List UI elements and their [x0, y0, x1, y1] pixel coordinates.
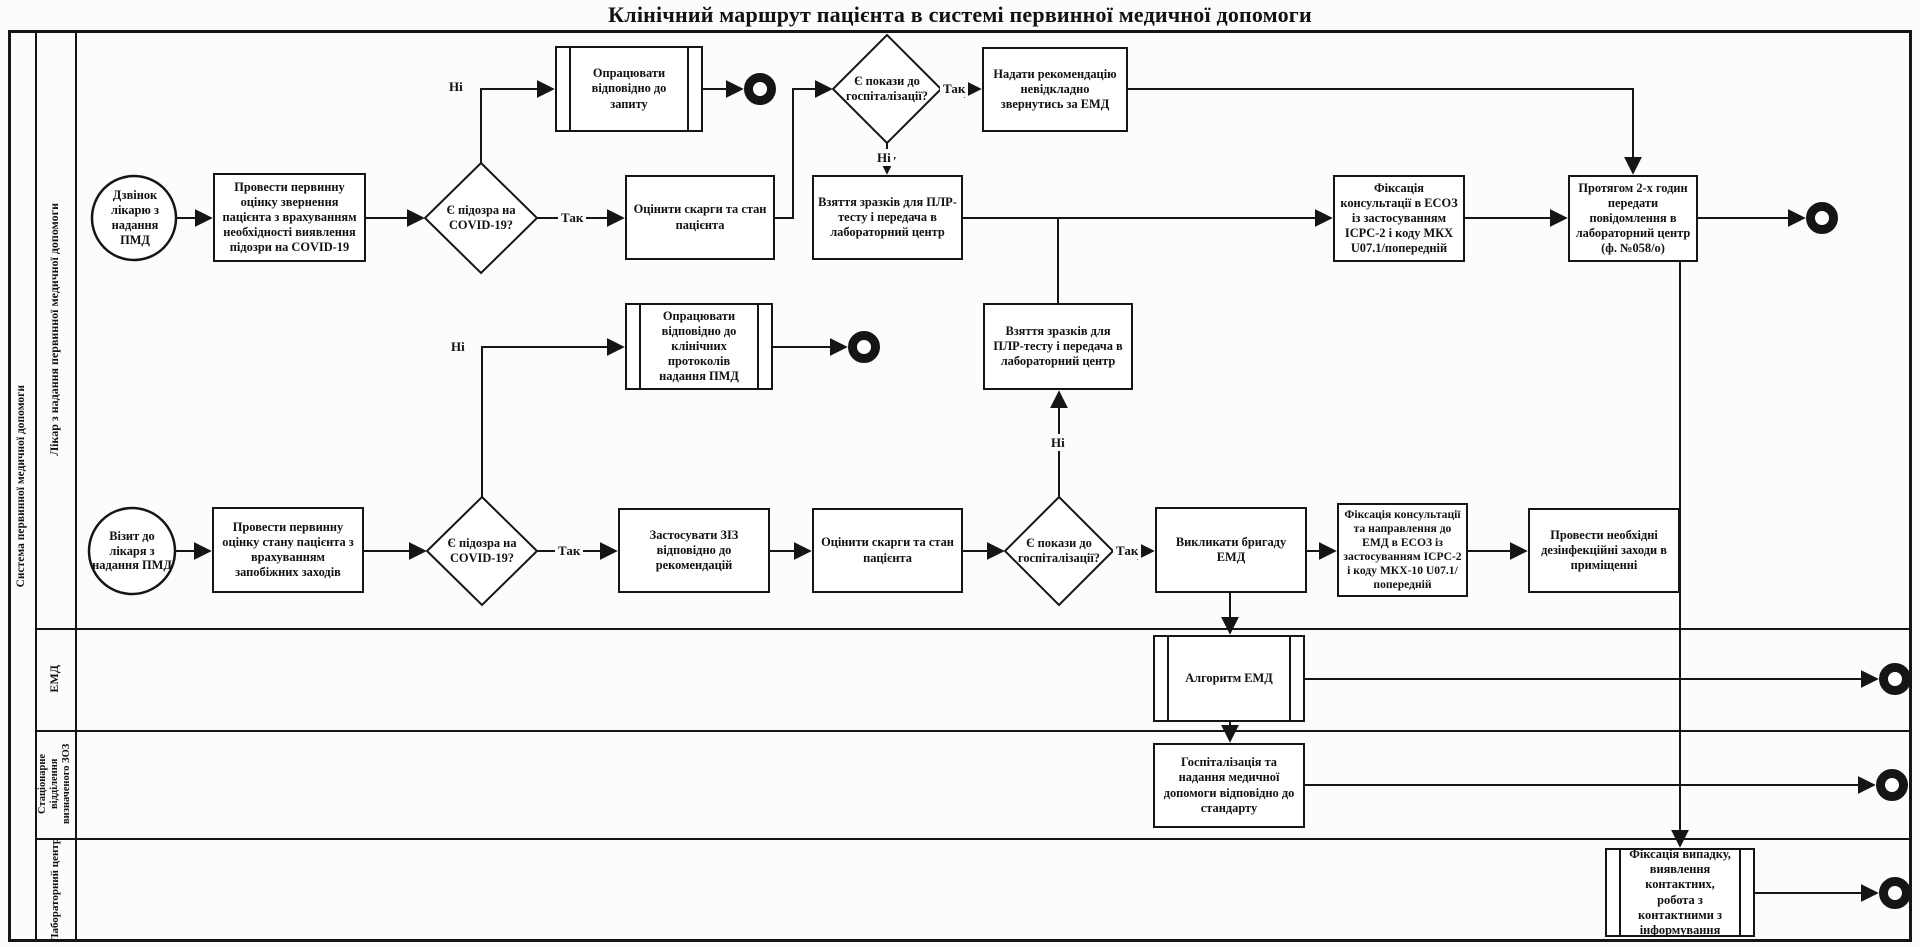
start-event-call-label: Дзвінок лікарю з надання ПМД: [111, 188, 159, 247]
subprocess-bar: [1739, 850, 1741, 935]
subprocess-bar: [1619, 850, 1621, 935]
task-recommend-emd: Надати рекомендацію невідкладно звернутись за ЕМД: [982, 47, 1128, 132]
edge-label-no: Ні: [1048, 434, 1068, 451]
edge-label-yes: Так: [1113, 542, 1141, 559]
pool-label: Система первинної медичної допомоги: [14, 384, 27, 588]
task-pcr-sampling-top: Взяття зразків для ПЛР-тесту і передача в лабораторний центр: [812, 175, 963, 260]
lane-label-emd: ЕМД: [47, 665, 62, 693]
subprocess-bar: [639, 305, 641, 388]
gateway-hospitalization-call-label: Є покази до госпіталізації?: [846, 74, 928, 103]
subprocess-bar: [687, 48, 689, 130]
task-hospitalization: Госпіталізація та надання медичної допомоги відповідно до стандарту: [1153, 743, 1305, 828]
edge-label-yes: Так: [558, 209, 586, 226]
task-record-consult-visit: Фіксація консультації та направлення до ЕМД в ЕСОЗ із застосуванням ICPC-2 і коду МКХ-10 U07.1/попередній: [1337, 503, 1468, 597]
edge-label-no: Ні: [448, 338, 468, 355]
task-call-emd: Викликати бригаду ЕМД: [1155, 507, 1307, 593]
gateway-covid-suspect-visit-label: Є підозра на COVID-19?: [447, 536, 517, 565]
task-assess-state-visit: Оцінити скарги та стан пацієнта: [812, 508, 963, 593]
subprocess-process-protocols: Опрацювати відповідно до клінічних протоколів надання ПМД: [625, 303, 773, 390]
task-notify-lab: Протягом 2-х годин передати повідомлення в лабораторний центр (ф. №058/о): [1568, 175, 1698, 262]
edge-label-no: Ні: [874, 149, 894, 166]
subprocess-bar: [757, 305, 759, 388]
subprocess-bar: [1167, 637, 1169, 720]
subprocess-lab-case: Фіксація випадку, виявлення контактних, робота з контактними з інформування: [1605, 848, 1755, 937]
lane-label-lab: Лабораторний центр: [48, 838, 61, 942]
edge-label-yes: Так: [555, 542, 583, 559]
task-record-consult-call: Фіксація консультації в ЕСОЗ із застосуванням ICPC-2 і коду МКХ U07.1/попередній: [1333, 175, 1465, 262]
gateway-covid-suspect-call-label: Є підозра на COVID-19?: [446, 203, 516, 232]
subprocess-emd-algorithm: Алгоритм ЕМД: [1153, 635, 1305, 722]
subprocess-bar: [569, 48, 571, 130]
task-assess-call: Провести первинну оцінку звернення пацієнта з врахуванням необхідності виявлення підозри на COVID-19: [213, 173, 366, 262]
task-pcr-sampling-mid: Взяття зразків для ПЛР-тесту і передача в лабораторний центр: [983, 303, 1133, 390]
lane-label-doctor: Лікар з надання первинної медичної допомоги: [47, 202, 62, 456]
task-apply-ppe: Застосувати ЗІЗ відповідно до рекомендацій: [618, 508, 770, 593]
lane-label-inpatient: Стаціонарне відділення визначеного ЗОЗ: [36, 743, 73, 825]
task-disinfect: Провести необхідні дезінфекційні заходи в приміщенні: [1528, 508, 1680, 593]
task-assess-state-call: Оцінити скарги та стан пацієнта: [625, 175, 775, 260]
diagram-title: Клінічний маршрут пацієнта в системі первинної медичної допомоги: [608, 2, 1312, 27]
start-event-visit-label: Візит до лікаря з надання ПМД: [92, 528, 172, 573]
edge-label-yes: Так: [940, 80, 968, 97]
task-assess-visit: Провести первинну оцінку стану пацієнта з врахуванням запобіжних заходів: [212, 507, 364, 593]
edge-label-no: Ні: [446, 78, 466, 95]
gateway-hospitalization-visit-label: Є покази до госпіталізації?: [1018, 536, 1100, 565]
subprocess-bar: [1289, 637, 1291, 720]
subprocess-process-request: Опрацювати відповідно до запиту: [555, 46, 703, 132]
